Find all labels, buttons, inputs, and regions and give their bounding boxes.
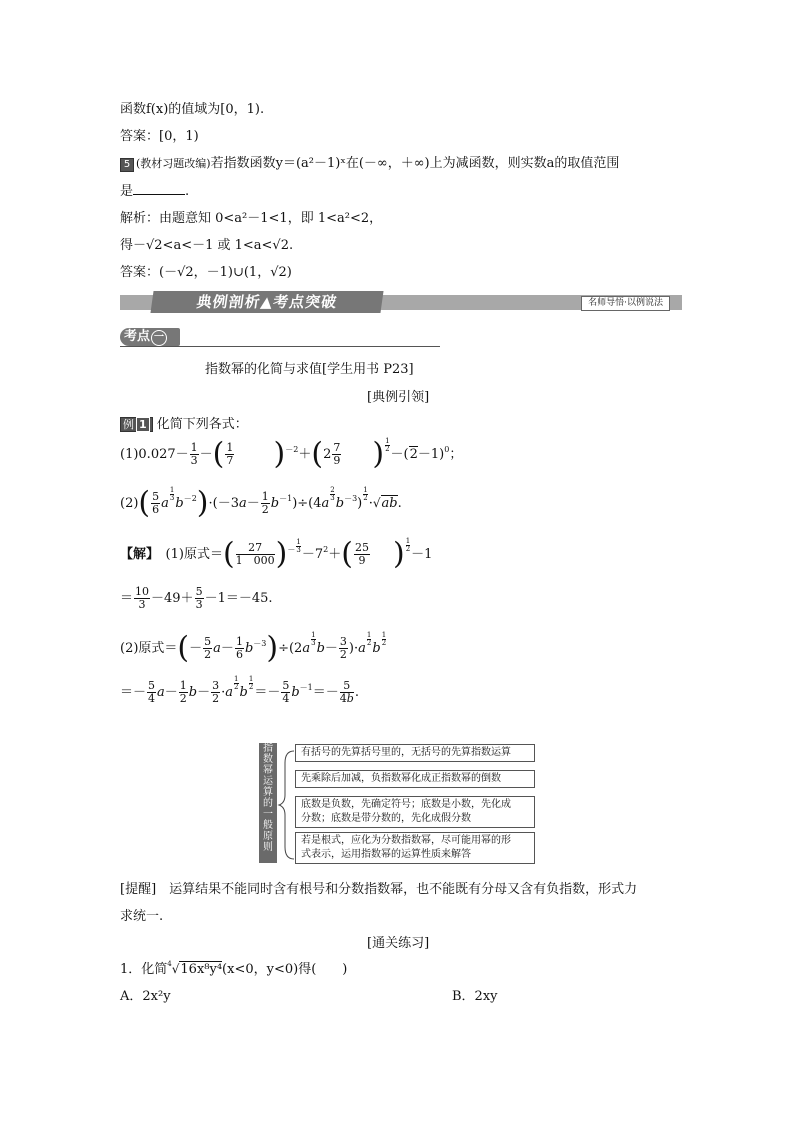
section-subtitle: [典例引领] [367,390,430,405]
example-line [120,413,248,432]
kaodian-number: 一 [151,330,167,346]
analysis-line-1: 解析：由题意知 0<a²－1<1，即 1<a²<2， [120,211,383,226]
analysis-line-2: 得－√2<a<－1 或 1<a<√2. [120,238,294,253]
answer-blank[interactable] [133,194,185,195]
diagram-box-1: 有括号的先算括号里的，无括号的先算指数运算 [295,744,535,762]
banner-title: 典例剖析▲考点突破 [150,291,383,313]
section-title: 指数幂的化简与求值[学生用书 P23] [205,362,414,377]
answer-line-2: 答案：(－√2，－1)∪(1，√2) [120,265,292,280]
practice-question-1: 1．化简$^4$√16x⁸y⁴(x<0，y<0)得( ) [120,960,348,977]
answer-line-1: 答案：[0，1) [120,129,199,144]
section-banner [120,291,682,313]
question-5-line [120,152,619,172]
diagram-box-4: 若是根式，应化为分数指数幂，尽可能用幂的形 式表示，运用指数幂的运算性质来解答 [295,832,535,864]
choice-b[interactable]: B．2xy [452,989,498,1004]
choice-a[interactable]: A．2x²y [120,989,171,1004]
example-expression-1: (1)0.027－ $\frac{1}{3}$ －( $\frac{1}{7}$ )$^{-2}$＋(2 $\frac{7}{9}$ ) $\frac{1}{2}$ $-(2-1)^0$； [120,436,463,472]
solution-2-line-2: ＝－ $\frac{5}{4}$ a－ $\frac{1}{2}$ b－ $\frac{3}{2}$ ·a $\frac{1}{2}$ b $\frac{1}{2}$ ＝－ $\frac{5}{4}$ $b^{-1}=-$ $\frac{5}{4b}$ . [120,675,359,705]
tip-line-1: [提醒] 运算结果不能同时含有根号和分数指数幂，也不能既有分母又含有负指数，形式力 [120,882,638,897]
banner-right-label: 名师导悟·以例说法 [581,296,670,311]
example-prompt: 化简下列各式： [156,417,248,432]
question-number-badge: 5 [120,158,134,172]
question-5-text: 若指数函数y＝(a²－1)ˣ在(－∞，＋∞)上为减函数，则实数a的取值范围 [210,156,620,171]
tip-line-2: 求统一. [120,909,164,924]
text-line-range: 函数f(x)的值域为[0，1). [120,102,265,117]
question-source-tag: (教材习题改编) [136,157,211,170]
solution-1-line-2: ＝ $\frac{10}{3}$ －49＋ $\frac{5}{3}$ －1＝－45. [120,585,273,611]
practice-header: [通关练习] [367,936,430,951]
solution-2-line-1: (2)原式＝(－ $\frac{5}{2}$ a－ $\frac{1}{6}$ $b^{-3})\div(2a$ $\frac{1}{3}$ b－ $\frac{3}{2}$ )·a $\frac{1}{2}$ b $\frac{1}{2}$ [120,630,387,666]
question-5-period: . [185,184,190,199]
question-5-line-2 [120,180,189,199]
tip-label: [提醒] [120,882,157,897]
kaodian-label: 考点 [124,329,151,344]
kaodian-tag [120,328,180,346]
diagram-box-2: 先乘除后加减，负指数幂化成正指数幂的倒数 [295,770,535,788]
diagram-side-label: 指 数 幂 运 算 的 一 般 原 则 [259,743,277,863]
solution-label: 【解】 [120,547,153,562]
diagram-brace [277,743,297,865]
example-badge: 例 1 [120,417,153,432]
question-5-text-2: 是 [120,184,134,199]
kaodian-underline [120,346,440,347]
example-expression-2: (2)( $\frac{5}{6}$ a $\frac{1}{3}$ $b^{-2})\cdot(-3a-$ $\frac{1}{2}$ $b^{-1})\div(4a$ $\frac{2}{3}$ $b^{-3}$) $\frac{1}{2}$ ·√ab. [120,485,402,521]
diagram-box-3: 底数是负数，先确定符号；底数是小数，先化成 分数；底数是带分数的，先化成假分数 [295,796,535,828]
solution-1-line-1: 【解】 (1)原式＝( $\frac{27}{1 000}$ )$^{- \frac{1}{3}}$ $-7^2+$( $\frac{25}{9}$ ) $\frac{1}{2}$ －1 [120,536,433,572]
